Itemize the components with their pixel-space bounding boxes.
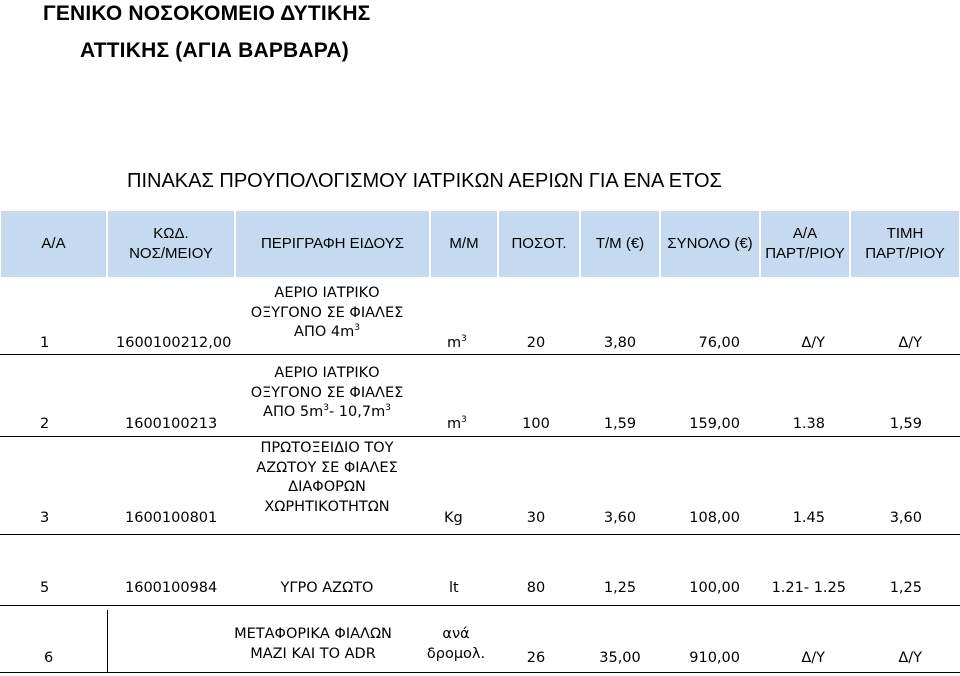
row-description [234, 625, 392, 664]
row-unit: $m^3$ [447, 334, 467, 351]
row-code: 1600100212,00 [116, 335, 232, 351]
row-unit: lt [449, 580, 459, 596]
row-description-line: ΑΠΟ $4m^3$ [294, 323, 360, 340]
cell-border [107, 610, 108, 672]
superscript: 3 [461, 334, 467, 344]
row-total: 108,00 [689, 510, 740, 526]
col-header-part-aa [760, 210, 850, 278]
row-unit-line: δρομολ. [426, 645, 486, 662]
row-part-price: Δ/Υ [898, 335, 922, 351]
row-part-price: 1,25 [889, 580, 922, 596]
superscript: 3 [354, 323, 360, 333]
row-part-price: Δ/Υ [898, 650, 922, 666]
page-title: ΠΙΝΑΚΑΣ ΠΡΟΥΠΟΛΟΓΙΣΜΟΥ ΙΑΤΡΙΚΩΝ ΑΕΡΙΩΝ ΓΙΑ ΕΝΑ ΕΤΟΣ [127, 170, 722, 192]
col-header-part-price-line1: ΤΙΜΗ [886, 225, 924, 242]
row-aa: 5 [40, 580, 50, 596]
col-header-part-aa-line1: Α/Α [792, 225, 818, 242]
row-qty: 30 [526, 510, 546, 526]
row-total: 910,00 [689, 650, 740, 666]
row-aa: 1 [40, 335, 50, 351]
row-code: 1600100801 [125, 510, 218, 526]
row-description-line: ΜΕΤΑΦΟΡΙΚΑ ΦΙΑΛΩΝ [234, 626, 392, 642]
row-part-price: 1,59 [889, 416, 922, 432]
row-description-line: ΔΙΑΦΟΡΩΝ [288, 479, 366, 495]
row-qty: 80 [526, 580, 546, 596]
row-part-aa: 1.45 [792, 510, 825, 526]
col-header-aa-label: Α/Α [41, 235, 66, 252]
row-description-line: ΑΖΩΤΟΥ ΣΕ ΦΙΑΛΕΣ [256, 459, 398, 476]
col-header-qty-label: ΠΟΣΟΤ. [511, 235, 567, 252]
col-header-price [580, 210, 660, 278]
row-price: 35,00 [599, 650, 641, 666]
superscript: 3 [385, 403, 391, 413]
row-part-aa: Δ/Υ [801, 335, 825, 351]
row-description [256, 439, 397, 517]
col-header-part-aa-line2: ΠΑΡΤ/ΡΙΟΥ [765, 245, 845, 262]
row-part-price: 3,60 [889, 510, 922, 526]
row-aa: 3 [40, 510, 50, 526]
row-price: 3,80 [603, 335, 637, 351]
row-qty: 26 [526, 650, 546, 666]
row-description [251, 364, 404, 423]
row-aa: 6 [44, 650, 54, 666]
row-unit: Kg [444, 510, 463, 526]
col-header-code-line2: ΝΟΣ/ΜΕΙΟΥ [129, 245, 213, 262]
row-price: 1,25 [603, 580, 637, 596]
col-header-unit [430, 210, 498, 278]
superscript: 3 [461, 415, 467, 425]
row-description: ΥΓΡΟ ΑΖΩΤΟ [280, 580, 374, 596]
row-code: 1600100213 [125, 416, 218, 432]
col-header-price-label: Τ/Μ (€) [595, 235, 645, 252]
row-divider [0, 354, 960, 355]
row-aa: 2 [40, 416, 50, 432]
row-description-line: ΑΕΡΙΟ ΙΑΤΡΙΚΟ [274, 285, 380, 301]
row-qty: 100 [522, 416, 550, 432]
row-description-line: ΟΞΥΓΟΝΟ ΣΕ ΦΙΑΛΕΣ [250, 304, 404, 321]
row-code: 1600100984 [125, 580, 218, 596]
row-part-aa: Δ/Υ [801, 650, 825, 666]
col-header-total [660, 210, 760, 278]
row-unit-line: ανά [442, 626, 470, 642]
row-description-line: ΑΕΡΙΟ ΙΑΤΡΙΚΟ [274, 365, 380, 381]
col-header-part-price-line2: ΠΑΡΤ/ΡΙΟΥ [865, 245, 945, 262]
row-description-line: ΜΑΖΙ ΚΑΙ ΤΟ ADR [250, 645, 376, 662]
col-header-code-line1: ΚΩΔ. [153, 225, 189, 242]
row-qty: 20 [526, 335, 546, 351]
row-total: 100,00 [689, 580, 740, 596]
row-description-line: ΟΞΥΓΟΝΟ ΣΕ ΦΙΑΛΕΣ [250, 384, 404, 401]
row-divider [0, 672, 960, 673]
col-header-part-price [850, 210, 960, 278]
row-price: 3,60 [603, 510, 637, 526]
col-header-unit-label: Μ/Μ [449, 235, 479, 252]
row-unit [427, 625, 485, 664]
row-description-line: ΠΡΩΤΟΞΕΙΔΙΟ ΤΟΥ [260, 440, 394, 456]
row-description-line: ΧΩΡΗΤΙΚΟΤΗΤΩΝ [264, 498, 390, 515]
row-part-aa: 1.38 [792, 416, 825, 432]
hospital-name-line2: ΑΤΤΙΚΗΣ (ΑΓΙΑ ΒΑΡΒΑΡΑ) [80, 39, 349, 62]
row-description-line: ΑΠΟ $5m^3-$ $10,7m^3$ [263, 403, 391, 420]
row-total: 159,00 [689, 416, 740, 432]
col-header-aa [0, 210, 107, 278]
row-part-aa: 1.21- 1.25 [771, 580, 846, 596]
col-header-total-label: ΣΥΝΟΛΟ (€) [667, 235, 753, 252]
col-header-desc [235, 210, 430, 278]
row-total: 76,00 [698, 335, 740, 351]
row-price: 1,59 [603, 416, 637, 432]
col-header-desc-label: ΠΕΡΙΓΡΑΦΗ ΕΙΔΟΥΣ [260, 235, 405, 252]
superscript: 3 [323, 403, 329, 413]
row-divider [0, 605, 960, 606]
row-description [251, 284, 404, 343]
hospital-name-line1: ΓΕΝΙΚΟ ΝΟΣΟΚΟΜΕΙΟ ΔΥΤΙΚΗΣ [43, 2, 371, 25]
row-divider [0, 534, 960, 535]
col-header-qty [498, 210, 580, 278]
row-unit: $m^3$ [447, 415, 467, 432]
col-header-code [107, 210, 235, 278]
row-divider [0, 436, 960, 437]
